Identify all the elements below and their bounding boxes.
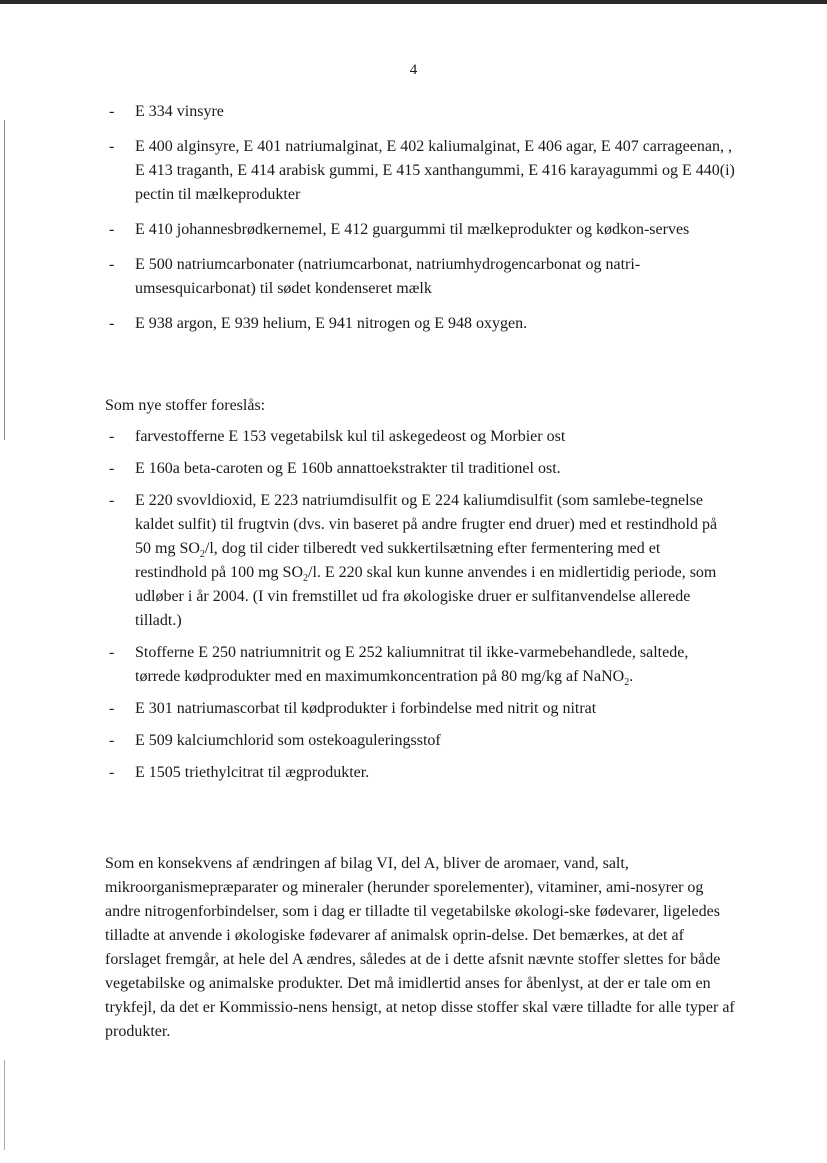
text-span: /l, dog til cider tilberedt ved sukkertilsætning efter fermentering med et restindhold på 100 mg SO (135, 540, 661, 581)
subscript: 2 (199, 549, 205, 561)
page-number: 4 (409, 62, 418, 78)
list-item: - E 500 natriumcarbonater (natriumcarbonat, natriumhydrogencarbonat og natri-umsesquicarbonat) til sødet kondenseret mælk (105, 253, 735, 301)
text-span: . (629, 668, 634, 685)
list-item: - E 301 natriumascorbat til kødprodukter i forbindelse med nitrit og nitrat (105, 697, 735, 721)
subscript: 2 (303, 573, 308, 585)
subscript: 2 (624, 677, 630, 689)
list-item: - E 938 argon, E 939 helium, E 941 nitrogen og E 948 oxygen. (105, 312, 735, 336)
scan-left-edge-lower (4, 1060, 5, 1150)
text-span: /l. E 220 skal kun kunne anvendes i en midlertidig periode, som udløber i år 2004. (I vin fremstillet ud fra økologiske druer er sulfitanvendelse allerede tilladt.) (135, 564, 717, 629)
text-span: E 220 svovldioxid, E 223 natriumdisulfit og E 224 kaliumdisulfit (som samlebe-tegnelse kaldet sulfit) til frugtvin (dvs. vin baseret på andre frugter end druer) med et restindhold på 50 mg SO (135, 492, 718, 557)
list-item: - E 160a beta-caroten og E 160b annattoekstrakter til traditionel ost. (105, 457, 735, 481)
list-item: - E 410 johannesbrødkernemel, E 412 guargummi til mælkeprodukter og kødkon-serves (105, 218, 735, 242)
list-item: - farvestofferne E 153 vegetabilsk kul til askegedeost og Morbier ost (105, 425, 735, 449)
approved-additives-list (105, 100, 735, 347)
list-item (105, 641, 735, 689)
list-item: - E 509 kalciumchlorid som ostekoaguleringsstof (105, 729, 735, 753)
text-span: Stofferne E 250 natriumnitrit og E 252 kaliumnitrat til ikke-varmebehandlede, saltede, tørrede kødprodukter med en maximumkoncentration på 80 mg/kg af NaNO (135, 644, 689, 685)
list-item: - E 334 vinsyre (105, 100, 735, 124)
list-item (105, 489, 735, 633)
scan-top-border (0, 0, 827, 4)
list-item: - E 400 alginsyre, E 401 natriumalginat, E 402 kaliumalginat, E 406 agar, E 407 carrageenan, , E 413 traganth, E 414 arabisk gummi, E 415 xanthangummi, E 416 karayagummi og E 440(i) pectin til mælkeprodukter (105, 135, 735, 207)
body-paragraph: Som en konsekvens af ændringen af bilag VI, del A, bliver de aromaer, vand, salt, mikroorganismepræparater og mineraler (herunder sporelementer), vitaminer, ami-nosyrer og andre nitrogenforbindelser, som i dag er tilladte til vegetabilske økologi-ske fødevarer, ligeledes tilladte at anvende i økologiske fødevarer af animalsk oprin-delse. Det bemærkes, at det af forslaget fremgår, at hele del A ændres, således at de i dette afsnit nævnte stoffer slettes for både vegetabilske og animalske produkter. Det må imidlertid anses for åbenlyst, at der er tale om en trykfejl, da det er Kommissio-nens hensigt, at netop disse stoffer skal være tilladte for alle typer af produkter. (105, 855, 735, 1040)
list-item: - E 1505 triethylcitrat til ægprodukter. (105, 761, 735, 785)
scan-left-edge (4, 120, 5, 440)
new-substances-list (105, 425, 735, 793)
section-heading: Som nye stoffer foreslås: (105, 397, 266, 414)
